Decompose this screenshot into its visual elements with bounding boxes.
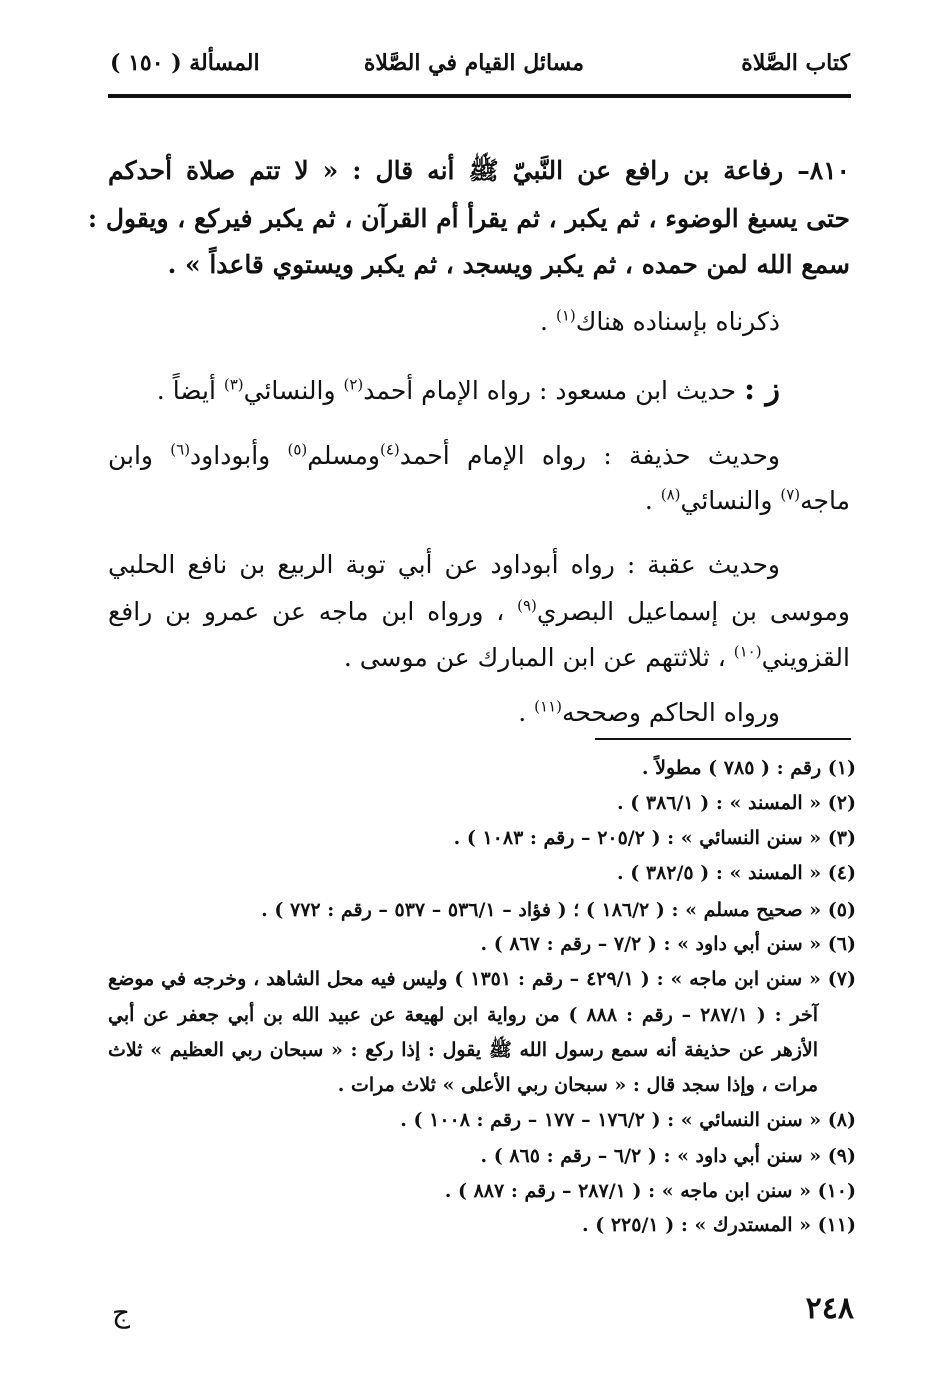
running-header-issue: المسألة ( ١٥٠ )	[110, 50, 260, 76]
footnote-marker: (٢)	[343, 375, 364, 394]
footnote-marker: (١)	[555, 306, 576, 325]
text-segment: والنسائي	[243, 376, 344, 405]
footnote-rule	[595, 738, 851, 740]
text-segment: ماجه	[800, 486, 850, 515]
footnote-2: (٢) « المسند » : ( ٣٨٦/١ ) .	[617, 792, 856, 814]
reference-tail: .	[540, 307, 556, 336]
text-segment: .	[518, 698, 535, 727]
text-segment: وموسى بن إسماعيل البصري	[536, 597, 850, 626]
text-segment: القزويني	[761, 643, 850, 672]
text-segment: أيضاً .	[156, 376, 224, 405]
paragraph-uqba-line-3	[344, 638, 850, 678]
footnote-10: (١٠) « سنن ابن ماجه » : ( ٢٨٧/١ – رقم : ٨٨٧ ) .	[444, 1180, 856, 1202]
footnote-7-cont-3: مرات ، وإذا سجد قال : « سبحان ربي الأعلى » ثلاث مرات .	[337, 1074, 818, 1096]
footnote-6: (٦) « سنن أبي داود » : ( ٧/٢ – رقم : ٨٦٧ ) .	[480, 933, 856, 955]
paragraph-hakim	[518, 693, 780, 733]
footnote-7-cont-2: الأزهر عن حذيفة أنه سمع رسول الله ﷺ يقول : إذا ركع : « سبحان ربي العظيم » ثلاث	[108, 1039, 818, 1061]
footnote-marker: (١٠)	[733, 642, 762, 661]
addition-mark: ز :	[743, 372, 780, 407]
footnote-7: (٧) « سنن ابن ماجه » : ( ٤٢٩/١ – رقم : ١٣٥١ ) وليس فيه محل الشاهد ، وخرجه في موضع	[108, 968, 856, 990]
text-segment: حديث ابن مسعود : رواه الإمام أحمد	[363, 376, 744, 405]
footnote-marker: (٨)	[660, 485, 681, 504]
hadith-line-3: سمع الله لمن حمده ، ثم يكبر ويسجد ، ثم يكبر ويستوي قاعداً » .	[167, 250, 850, 279]
running-header-chapter: مسائل القيام في الصَّلاة	[363, 50, 585, 76]
paragraph-reference	[540, 302, 780, 342]
hadith-line-1: ٨١٠– رفاعة بن رافع عن النَّبيّ ﷺ أنه قال : « لا تتم صلاة أحدكم	[108, 156, 850, 185]
footnote-marker: (٧)	[780, 485, 801, 504]
text-segment: ، ثلاثتهم عن ابن المبارك عن موسى .	[343, 643, 734, 672]
footnote-4: (٤) « المسند » : ( ٣٨٢/٥ ) .	[617, 862, 856, 884]
text-segment: والنسائي	[680, 486, 781, 515]
paragraph-hudhayfa-line-2	[645, 481, 850, 521]
text-segment: ، ورواه ابن ماجه عن عمرو بن رافع	[108, 597, 518, 626]
footnote-marker: (٥)	[287, 440, 308, 459]
footnote-1: (١) رقم : ( ٧٨٥ ) مطولاً .	[641, 757, 856, 779]
paragraph-uqba-line-1: وحديث عقبة : رواه أبوداود عن أبي توبة الربيع بن نافع الحلبي	[108, 550, 780, 579]
footnote-marker: (٤)	[379, 440, 400, 459]
text-segment: ورواه الحاكم وصححه	[562, 698, 780, 727]
page-number: ٢٤٨	[805, 1291, 854, 1326]
footnote-marker: (٦)	[170, 440, 191, 459]
footnote-9: (٩) « سنن أبي داود » : ( ٦/٢ – رقم : ٨٦٥ ) .	[480, 1145, 856, 1167]
footnote-11: (١١) « المستدرك » : ( ٢٢٥/١ ) .	[581, 1214, 856, 1236]
running-header-book: كتاب الصَّلاة	[741, 50, 850, 76]
text-segment: وأبوداود	[190, 441, 288, 470]
paragraph-ibn-masud	[157, 370, 780, 411]
paragraph-uqba-line-2	[108, 592, 850, 632]
footnote-3: (٣) « سنن النسائي » : ( ٢٠٥/٢ – رقم : ١٠٨٣ ) .	[453, 827, 856, 849]
header-rule	[108, 94, 851, 98]
text-segment: .	[644, 486, 661, 515]
paragraph-hudhayfa-line-1	[108, 436, 780, 476]
signature-mark: ج	[112, 1296, 131, 1329]
reference-text: ذكرناه بإسناده هناك	[575, 307, 780, 336]
footnote-8: (٨) « سنن النسائي » : ( ١٧٦/٢ – ١٧٧ – رقم : ١٠٠٨ ) .	[400, 1109, 856, 1131]
footnote-marker: (٩)	[517, 596, 537, 615]
text-segment: وابن	[108, 441, 171, 470]
footnote-5: (٥) « صحيح مسلم » : ( ١٨٦/٢ ) ؛ ( فؤاد – ٥٣٦/١ – ٥٣٧ – رقم : ٧٧٢ ) .	[261, 899, 856, 921]
footnote-marker: (٣)	[223, 375, 244, 394]
footnote-7-cont-1: آخر : ( ٢٨٧/١ – رقم : ٨٨٨ ) من رواية ابن لهيعة عن عبيد الله بن أبي جعفر عن أبي	[108, 1004, 819, 1026]
text-segment: وحديث حذيفة : رواه الإمام أحمد	[399, 441, 780, 470]
hadith-line-2: حتى يسبغ الوضوء ، ثم يكبر ، ثم يقرأ أم القرآن ، ثم يكبر فيركع ، ويقول :	[87, 204, 850, 233]
text-segment: ومسلم	[307, 441, 380, 470]
footnote-marker: (١١)	[534, 697, 562, 716]
